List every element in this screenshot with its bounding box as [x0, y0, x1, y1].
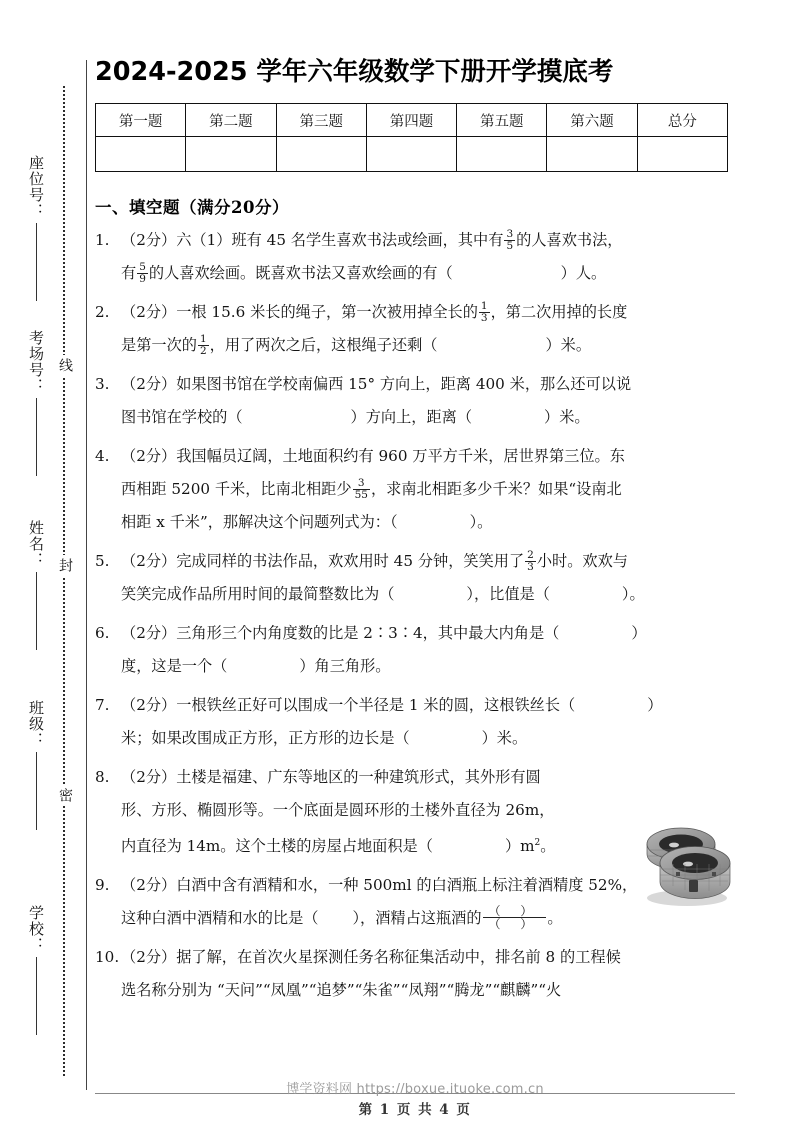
question-line	[121, 650, 735, 683]
question-text: 。	[540, 837, 556, 856]
blank-fraction[interactable]	[483, 905, 547, 932]
question-body	[121, 941, 735, 1007]
answer-blank[interactable]	[227, 650, 299, 683]
superscript: 2	[534, 838, 541, 848]
question-text: ）。	[621, 585, 645, 603]
score-table-header-cell: 总分	[637, 104, 727, 137]
tulou-buildings-image	[629, 806, 747, 910]
question-number: 1.	[95, 231, 110, 249]
question-line	[121, 689, 735, 722]
fraction	[525, 550, 536, 574]
question-item	[95, 224, 735, 290]
score-table-header-cell: 第四题	[366, 104, 456, 137]
question-text: 形、方形、椭圆形等。一个底面是圆环形的土楼外直径为 26m，	[121, 801, 555, 819]
score-table-header-cell: 第二题	[186, 104, 276, 137]
question-text: ）人。	[560, 264, 607, 282]
fraction-numerator: 2	[527, 549, 534, 562]
question-text: 西相距 5200 千米，比南北相距少	[121, 480, 352, 498]
question-text: ，用了两次之后，这根绳子还剩（	[209, 336, 438, 354]
question-line	[121, 401, 735, 434]
score-table-value-cell[interactable]	[547, 137, 637, 172]
fraction-denominator: 2	[199, 345, 207, 358]
seal-field-label: 座位号：	[27, 155, 45, 219]
seal-field-student-name	[26, 520, 47, 650]
question-text: ），酒精占这瓶酒的	[352, 909, 482, 928]
question-number: 6.	[95, 624, 110, 642]
question-text: 选名称分别为 “天问”“凤凰”“追梦”“朱雀”“凤翔”“腾龙”“麒麟”“火	[121, 981, 562, 1000]
question-text: ，求南北相距多少千米？如果“设南北	[370, 480, 622, 498]
fraction-denominator: 5	[506, 240, 514, 253]
question-text: （2分）据了解，在首次火星探测任务名称征集活动中，排名前 8 的工程候	[121, 948, 621, 967]
answer-blank[interactable]	[575, 689, 647, 722]
question-line	[121, 974, 735, 1007]
fraction-numerator: 1	[480, 300, 488, 313]
question-item	[95, 689, 735, 755]
answer-blank[interactable]	[437, 329, 545, 362]
answer-blank[interactable]	[398, 506, 470, 539]
answer-blank[interactable]	[433, 830, 505, 863]
question-line	[121, 578, 735, 611]
fraction-denominator: 55	[354, 489, 368, 502]
question-text: ）米。	[544, 408, 590, 426]
exam-paper-page	[95, 0, 735, 1122]
score-table-header-row	[96, 104, 728, 137]
question-text: 的人喜欢绘画。既喜欢书法又喜欢绘画的有（	[148, 264, 453, 282]
question-line	[121, 506, 735, 539]
question-text: 的人喜欢书法，	[516, 231, 623, 249]
seal-field-label: 班级：	[27, 700, 45, 748]
score-table-value-cell[interactable]	[457, 137, 547, 172]
question-line	[121, 941, 735, 974]
score-table-value-cell[interactable]	[366, 137, 456, 172]
question-number: 8.	[95, 768, 110, 786]
question-number: 7.	[95, 696, 110, 714]
question-line	[121, 329, 735, 362]
question-text: 是第一次的	[121, 336, 197, 354]
question-text: ）	[647, 696, 663, 714]
fraction	[137, 262, 148, 286]
fraction-denominator: 3	[480, 312, 488, 325]
question-text: 相距 x 千米”，那解决这个问题列式为：（	[121, 513, 398, 531]
question-body	[121, 440, 735, 539]
fraction-denominator: 3	[527, 561, 534, 574]
question-text: 笑笑完成作品所用时间的最简整数比为（	[121, 585, 395, 603]
question-text: 内直径为 14m。这个土楼的房屋占地面积是（	[121, 837, 433, 856]
score-table-value-cell[interactable]	[186, 137, 276, 172]
section-heading: 一、填空题（满分20分）	[95, 198, 289, 217]
question-body	[121, 545, 735, 611]
answer-blank[interactable]	[318, 902, 352, 935]
site-watermark: 博学资料网 https://boxue.ituoke.com.cn	[286, 1082, 544, 1097]
question-text: ）方向上，距离（	[350, 408, 472, 426]
question-text: ）。	[469, 513, 493, 531]
score-table-header-cell: 第六题	[547, 104, 637, 137]
fraction	[504, 229, 515, 253]
question-text: （2分）白酒中含有酒精和水，一种 500ml 的白酒瓶上标注着酒精度 52%，	[121, 876, 638, 895]
seal-field-label: 姓名：	[27, 520, 45, 568]
seal-dotted-line	[63, 86, 65, 1076]
fraction-denominator: 9	[139, 273, 146, 286]
seal-mark-seal: 封	[55, 555, 75, 576]
question-number: 10.	[95, 948, 120, 967]
question-body	[121, 689, 735, 755]
question-text: （2分）一根铁丝正好可以围成一个半径是 1 米的圆，这根铁丝长（	[121, 696, 576, 714]
answer-blank[interactable]	[550, 578, 622, 611]
question-text: （2分）三角形三个内角度数的比是 2∶3∶4，其中最大内角是（	[121, 624, 560, 642]
score-table-value-cell[interactable]	[276, 137, 366, 172]
question-number: 5.	[95, 552, 110, 570]
seal-field-label: 考场号：	[27, 330, 45, 394]
seal-mark-confidential: 密	[55, 785, 75, 806]
question-line	[121, 368, 735, 401]
score-table-header-cell: 第五题	[457, 104, 547, 137]
question-line	[121, 545, 735, 578]
seal-field-seat-number	[26, 155, 47, 301]
question-line	[121, 617, 735, 650]
question-text: 度，这是一个（	[121, 657, 228, 675]
question-text: 米；如果改围成正方形，正方形的边长是（	[121, 729, 410, 747]
answer-blank[interactable]	[472, 401, 544, 434]
question-item	[95, 296, 735, 362]
answer-blank[interactable]	[410, 722, 482, 755]
question-text: ），比值是（	[466, 585, 550, 603]
question-text: （2分）一根 15.6 米长的绳子，第一次被用掉全长的	[121, 303, 478, 321]
question-text: （2分）六（1）班有 45 名学生喜欢书法或绘画，其中有	[121, 231, 504, 249]
question-number: 3.	[95, 375, 110, 393]
question-line	[121, 761, 735, 794]
fraction	[353, 478, 370, 502]
question-body	[121, 368, 735, 434]
question-line	[121, 722, 735, 755]
question-text: ）米。	[481, 729, 528, 747]
question-item	[95, 440, 735, 539]
question-body	[121, 224, 735, 290]
answer-blank[interactable]	[243, 401, 351, 434]
question-text: ）米。	[545, 336, 591, 354]
answer-blank[interactable]	[559, 617, 631, 650]
fraction	[198, 334, 209, 358]
question-number: 4.	[95, 447, 110, 465]
question-text: ）m	[504, 837, 535, 856]
question-number: 9.	[95, 876, 110, 895]
seal-border-line	[86, 60, 87, 1090]
answer-blank[interactable]	[394, 578, 466, 611]
question-text: 图书馆在学校的（	[121, 408, 243, 426]
question-text: 这种白酒中酒精和水的比是（	[121, 909, 319, 928]
question-number: 2.	[95, 303, 110, 321]
question-text: ，第二次用掉的长度	[490, 303, 628, 321]
fraction-numerator: 3	[506, 228, 514, 241]
seal-field-class	[26, 700, 47, 830]
question-item	[95, 941, 735, 1007]
score-table-value-cell[interactable]	[96, 137, 186, 172]
question-line	[121, 224, 735, 257]
fraction-numerator: 3	[357, 477, 365, 490]
fraction	[479, 301, 490, 325]
question-text: （2分）完成同样的书法作品，欢欢用时 45 分钟，笑笑用了	[121, 552, 525, 570]
fraction-numerator: 1	[199, 333, 207, 346]
fraction-numerator: 5	[139, 261, 146, 274]
question-text: （2分）土楼是福建、广东等地区的一种建筑形式，其外形有圆	[121, 768, 541, 786]
page-title: 2024-2025 学年六年级数学下册开学摸底考	[95, 57, 614, 87]
score-table-header-cell: 第一题	[96, 104, 186, 137]
score-table-value-row	[96, 137, 728, 172]
question-text: ）角三角形。	[299, 657, 391, 675]
question-item	[95, 617, 735, 683]
seal-sidebar	[0, 0, 88, 1122]
question-line	[121, 296, 735, 329]
question-text: 有	[121, 264, 137, 282]
question-text: 。	[547, 909, 563, 928]
question-line	[121, 473, 735, 506]
question-text: （2分）如果图书馆在学校南偏西 15° 方向上，距离 400 米，那么还可以说	[121, 375, 632, 393]
question-item	[95, 368, 735, 434]
question-body	[121, 296, 735, 362]
question-text: ）	[631, 624, 647, 642]
question-item	[95, 545, 735, 611]
seal-field-exam-room-number	[26, 330, 47, 476]
score-table-value-cell[interactable]	[637, 137, 727, 172]
seal-mark-line: 线	[55, 355, 75, 376]
score-table	[95, 103, 728, 172]
page-number-footer: 第 1 页 共 4 页	[358, 1102, 472, 1118]
question-text: （2分）我国幅员辽阔，土地面积约有 960 万平方千米，居世界第三位。东	[121, 447, 625, 465]
seal-field-label: 学校：	[27, 905, 45, 953]
question-line	[121, 440, 735, 473]
score-table-header-cell: 第三题	[276, 104, 366, 137]
question-line	[121, 257, 735, 290]
fraction-denominator: （ ）	[483, 917, 547, 931]
seal-field-school	[26, 905, 47, 1035]
question-body	[121, 617, 735, 683]
question-text: 小时。欢欢与	[536, 552, 628, 570]
answer-blank[interactable]	[453, 257, 561, 290]
fraction-numerator: （ ）	[488, 903, 541, 918]
